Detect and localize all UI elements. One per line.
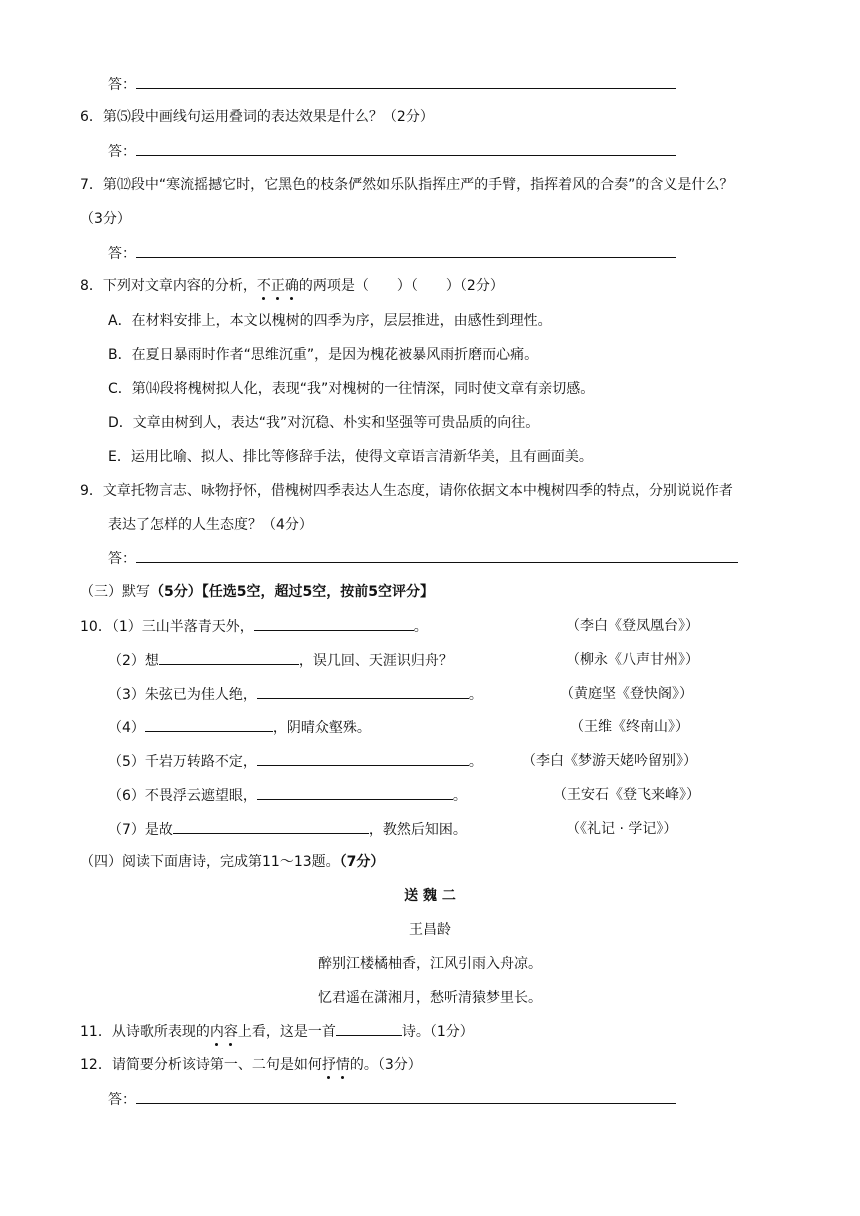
- q10-item-6: [108, 785, 467, 806]
- fill-blank[interactable]: [336, 1021, 402, 1036]
- fill-blank[interactable]: [159, 650, 299, 665]
- item-after: 。: [413, 619, 428, 635]
- emphasis-char: 容: [223, 1024, 238, 1040]
- poem-title: 送 魏 二: [404, 888, 456, 904]
- q8-option-b: B．在夏日暴雨时作者“思维沉重”，是因为槐花被暴风雨折磨而心痛。: [108, 347, 539, 363]
- q11-suffix: 诗。（1分）: [401, 1024, 474, 1040]
- answer-line-q5: [108, 74, 676, 95]
- q10-number: 10．: [80, 619, 112, 635]
- question-6: 6．第⑸段中画线句运用叠词的表达效果是什么？（2分）: [80, 109, 434, 125]
- item-after: 。: [468, 754, 483, 770]
- question-7-line2: （3分）: [80, 211, 131, 227]
- emphasis-char: 情: [335, 1057, 350, 1073]
- q10-source-5: （李白《梦游天姥吟留别》）: [522, 753, 697, 769]
- item-after: ，阴晴众壑殊。: [272, 720, 371, 736]
- q12-prefix: 12．请简要分析该诗第一、二句是如何: [80, 1057, 322, 1073]
- emphasis-char: 抒: [321, 1057, 336, 1073]
- q10-item-1: [80, 616, 428, 637]
- fill-blank[interactable]: [145, 717, 273, 732]
- item-number: （6）: [108, 788, 145, 804]
- fill-blank[interactable]: [257, 684, 469, 699]
- q12-suffix: 的。（3分）: [349, 1057, 422, 1073]
- question-9-line2: 表达了怎样的人生态度？（4分）: [108, 517, 313, 533]
- answer-label: 答：: [108, 77, 136, 93]
- section-4-points: （7分）: [339, 854, 385, 870]
- answer-blank[interactable]: [136, 548, 738, 563]
- item-number: （5）: [108, 754, 145, 770]
- item-number: （7）: [108, 822, 145, 838]
- q8-prefix: 8．下列对文章内容的分析，: [80, 278, 257, 294]
- fill-blank[interactable]: [254, 616, 414, 631]
- item-before: 三山半落青天外，: [141, 619, 254, 635]
- poem-line-1: 醉别江楼橘柚香，江风引雨入舟凉。: [318, 956, 542, 972]
- section-4-label: （四）阅读下面唐诗，完成第11～13题。: [80, 854, 340, 870]
- answer-label: 答：: [108, 551, 136, 567]
- section-4-heading: [80, 852, 384, 872]
- item-number: （3）: [108, 687, 145, 703]
- poem-line-2: 忆君遥在潇湘月，愁听清猿梦里长。: [318, 990, 542, 1006]
- q10-item-3: [108, 684, 483, 705]
- poem-author: 王昌龄: [409, 922, 451, 938]
- answer-label: 答：: [108, 246, 136, 262]
- q10-source-1: （李白《登凤凰台》）: [566, 618, 699, 634]
- answer-line-q12: [108, 1089, 676, 1110]
- question-11: [80, 1021, 474, 1042]
- q11-prefix: 11．从诗歌所表现的: [80, 1024, 210, 1040]
- q10-source-4: （王维《终南山》）: [570, 719, 689, 735]
- item-before: 千岩万转路不定，: [144, 754, 257, 770]
- q11-middle: 上看，这是一首: [237, 1024, 336, 1040]
- q10-source-2: （柳永《八声甘州》）: [566, 652, 699, 668]
- q10-source-6: （王安石《登飞来峰》）: [553, 787, 700, 803]
- fill-blank[interactable]: [257, 751, 469, 766]
- question-12: [80, 1055, 422, 1075]
- answer-label: 答：: [108, 1092, 136, 1108]
- item-after: ，误几回、天涯识归舟？: [298, 653, 453, 669]
- q8-option-c: C．第⒁段将槐树拟人化，表现“我”对槐树的一往情深，同时使文章有亲切感。: [108, 381, 595, 397]
- q10-source-3: （黄庭坚《登快阁》）: [560, 686, 693, 702]
- item-before: 想: [144, 653, 159, 669]
- q10-item-7: [108, 819, 467, 840]
- section-3-heading: [80, 582, 434, 602]
- q10-item-2: [108, 650, 453, 671]
- q8-suffix: 的两项是（ ）（ ）（2分）: [298, 278, 504, 294]
- q10-item-4: [108, 717, 371, 738]
- answer-line-q9: [108, 548, 738, 569]
- item-after: 。: [468, 687, 483, 703]
- item-before: 是故: [144, 822, 173, 838]
- question-7-line1: 7．第⑿段中“寒流摇撼它时，它黑色的枝条俨然如乐队指挥庄严的手臂，指挥着风的合奏”的含义是什么？: [80, 177, 734, 193]
- answer-line-q6: [108, 141, 676, 162]
- answer-blank[interactable]: [136, 141, 676, 156]
- item-before: 朱弦已为佳人绝，: [144, 687, 257, 703]
- q10-source-7: （《礼记 · 学记》）: [566, 821, 678, 837]
- question-8: [80, 276, 504, 296]
- q8-option-e: E．运用比喻、拟人、排比等修辞手法，使得文章语言清新华美，且有画面美。: [108, 449, 593, 465]
- item-after: ，教然后知困。: [368, 822, 467, 838]
- emphasis-char: 不: [256, 278, 271, 294]
- section-3-label: （三）默写: [80, 584, 150, 600]
- answer-blank[interactable]: [136, 243, 676, 258]
- q10-item-5: [108, 751, 483, 772]
- answer-blank[interactable]: [136, 74, 676, 89]
- q8-option-d: D．文章由树到人，表达“我”对沉稳、朴实和坚强等可贵品质的向往。: [108, 415, 540, 431]
- item-number: （2）: [108, 653, 145, 669]
- section-3-instruction: （5分）【任选5空，超过5空，按前5空评分】: [150, 584, 434, 600]
- item-number: （4）: [108, 720, 145, 736]
- answer-line-q7: [108, 243, 676, 264]
- emphasis-char: 内: [209, 1024, 224, 1040]
- item-number: （1）: [111, 619, 142, 635]
- fill-blank[interactable]: [257, 785, 453, 800]
- emphasis-char: 正: [270, 278, 285, 294]
- q8-option-a: A．在材料安排上，本文以槐树的四季为序，层层推进，由感性到理性。: [108, 313, 552, 329]
- item-before: 不畏浮云遮望眼，: [144, 788, 257, 804]
- emphasis-char: 确: [284, 278, 299, 294]
- question-9-line1: 9．文章托物言志、咏物抒怀，借槐树四季表达人生态度，请你依据文本中槐树四季的特点，分别说说作者: [80, 483, 733, 499]
- answer-label: 答：: [108, 144, 136, 160]
- answer-blank[interactable]: [136, 1089, 676, 1104]
- fill-blank[interactable]: [173, 819, 369, 834]
- item-after: 。: [452, 788, 467, 804]
